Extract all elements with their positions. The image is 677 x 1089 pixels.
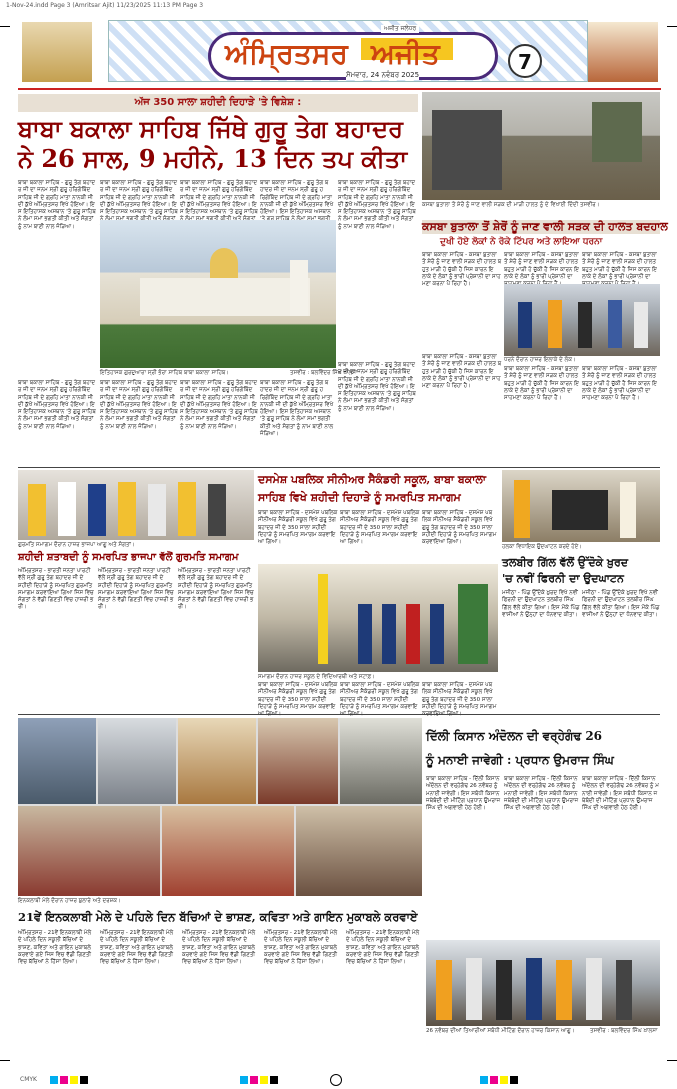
person xyxy=(526,958,542,1020)
crop-mark xyxy=(0,1060,10,1061)
person xyxy=(518,302,532,348)
color-swatch-yellow xyxy=(260,1076,268,1084)
bjp-body-col1: ਅੰਮ੍ਰਿਤਸਰ - ਭਾਰਤੀ ਜਨਤਾ ਪਾਰਟੀ ਵੱਲੋਂ ਸ੍ਰੀ ਗੁਰੂ ਤੇਗ ਬਹਾਦਰ ਜੀ ਦੇ ਸ਼ਹੀਦੀ ਦਿਹਾੜੇ ਨੂੰ ਸਮਰਪਿਤ ਗੁਰਮਤਿ ਸਮਾਗਮ ਕਰਵਾਇਆ ਗਿਆ ਜਿਸ ਵਿਚ ਸੰਗਤਾਂ ਨੇ ਵੱਡੀ ਗਿਣਤੀ ਵਿਚ ਹਾਜ਼ਰੀ ਭਰੀ। xyxy=(18,568,94,611)
person xyxy=(466,958,482,1020)
talbir-body-col1: ਮਜੀਠਾ - ਪਿੰਡ ਉੱਦੋਕੇ ਖ਼ੁਰਦ ਵਿਖੇ ਨਵੀਂ ਫਿਰਨੀ ਦਾ ਉਦਘਾਟਨ ਤਲਬੀਰ ਸਿੰਘ ਗਿੱਲ ਵੱਲੋਂ ਕੀਤਾ ਗਿਆ। ਇਸ ਮੌਕੇ ਪਿੰਡ ਵਾਸੀਆਂ ਨੇ ਉਨ੍ਹਾਂ ਦਾ ਧੰਨਵਾਦ ਕੀਤਾ। xyxy=(502,590,580,618)
lead-body-col5b: ਬਾਬਾ ਬਕਾਲਾ ਸਾਹਿਬ - ਗੁਰੂ ਤੇਗ ਬਹਾਦਰ ਜੀ ਦਾ ਜਨਮ ਸ੍ਰੀ ਗੁਰੂ ਹਰਿਗੋਬਿੰਦ ਸਾਹਿਬ ਜੀ ਦੇ ਗ੍ਰਹਿ ਮਾਤਾ ਨਾਨਕੀ ਜੀ ਦੀ ਕੁੱਖੋਂ ਅੰਮ੍ਰਿਤਸਰ ਵਿਖੇ ਹੋਇਆ। ਇਸ ਇਤਿਹਾਸਕ ਅਸਥਾਨ 'ਤੇ ਗੁਰੂ ਸਾਹਿਬ ਨੇ ਲੰਮਾ ਸਮਾਂ ਭਗਤੀ ਕੀਤੀ ਅਤੇ ਸੰਗਤਾਂ ਨੂੰ ਨਾਮ ਬਾਣੀ ਨਾਲ ਜੋੜਿਆ। xyxy=(338,362,416,412)
kisan-body-col2: ਬਾਬਾ ਬਕਾਲਾ ਸਾਹਿਬ - ਦਿੱਲੀ ਕਿਸਾਨ ਅੰਦੋਲਨ ਦੀ ਵਰ੍ਹੇਗੰਢ 26 ਨਵੰਬਰ ਨੂੰ ਮਨਾਈ ਜਾਵੇਗੀ। ਇਸ ਸਬੰਧੀ ਕਿਸਾਨ ਜਥੇਬੰਦੀ ਦੀ ਮੀਟਿੰਗ ਪ੍ਰਧਾਨ ਉਮਰਾਜ ਸਿੰਘ ਦੀ ਅਗਵਾਈ ਹੇਠ ਹੋਈ। xyxy=(504,776,579,812)
mela-speaker-photo xyxy=(258,718,338,804)
kisan-photo-caption: 26 ਨਵੰਬਰ ਦੀਆਂ ਤਿਆਰੀਆਂ ਸਬੰਧੀ ਮੀਟਿੰਗ ਦੌਰਾਨ ਹਾਜ਼ਰ ਕਿਸਾਨ ਆਗੂ। xyxy=(426,1028,575,1034)
mela-speaker-photo xyxy=(178,718,256,804)
road-body-col2: ਬਾਬਾ ਬਕਾਲਾ ਸਾਹਿਬ - ਕਸਬਾ ਬੁਤਾਲਾ ਤੋਂ ਸ਼ੇਰੋਂ ਨੂੰ ਜਾਣ ਵਾਲੀ ਸੜਕ ਦੀ ਹਾਲਤ ਬਹੁਤ ਮਾੜੀ ਹੋ ਚੁੱਕੀ ਹੈ ਜਿਸ ਕਾਰਨ ਇਲਾਕੇ ਦੇ ਲੋਕਾਂ ਨੂੰ ਭਾਰੀ ਪ੍ਰੇਸ਼ਾਨੀ ਦਾ xyxy=(504,252,579,280)
school-headline-1: ਦਸਮੇਸ਼ ਪਬਲਿਕ ਸੀਨੀਅਰ ਸੈਕੰਡਰੀ ਸਕੂਲ, ਬਾਬਾ ਬਕਾਲਾ xyxy=(258,473,487,486)
student xyxy=(406,604,420,664)
school-body-col3b: ਬਾਬਾ ਬਕਾਲਾ ਸਾਹਿਬ - ਦਸਮੇਸ਼ ਪਬਲਿਕ ਸੀਨੀਅਰ ਸੈਕੰਡਰੀ ਸਕੂਲ ਵਿਖੇ ਗੁਰੂ ਤੇਗ ਬਹਾਦਰ ਜੀ ਦੇ 350 ਸਾਲਾ ਸ਼ਹੀਦੀ ਦਿਹਾੜੇ ਨੂੰ ਸਮਰਪਿਤ ਸਮਾਗਮ xyxy=(422,682,497,710)
lead-body-col1b: ਬਾਬਾ ਬਕਾਲਾ ਸਾਹਿਬ - ਗੁਰੂ ਤੇਗ ਬਹਾਦਰ ਜੀ ਦਾ ਜਨਮ ਸ੍ਰੀ ਗੁਰੂ ਹਰਿਗੋਬਿੰਦ ਸਾਹਿਬ ਜੀ ਦੇ ਗ੍ਰਹਿ ਮਾਤਾ ਨਾਨਕੀ ਜੀ ਦੀ ਕੁੱਖੋਂ ਅੰਮ੍ਰਿਤਸਰ ਵਿਖੇ ਹੋਇਆ। ਇਸ ਇਤਿਹਾਸਕ ਅਸਥਾਨ 'ਤੇ ਗੁਰੂ ਸਾਹਿਬ ਨੇ ਲੰਮਾ ਸਮਾਂ ਭਗਤੀ ਕੀਤੀ ਅਤੇ ਸੰਗਤਾਂ ਨੂੰ ਨਾਮ ਬਾਣੀ ਨਾਲ ਜੋੜਿਆ। xyxy=(18,380,96,430)
registration-mark xyxy=(330,1074,342,1086)
color-swatch-yellow xyxy=(500,1076,508,1084)
bjp-photo-caption: ਗੁਰਮਤਿ ਸਮਾਗਮ ਦੌਰਾਨ ਹਾਜ਼ਰ ਭਾਜਪਾ ਆਗੂ ਅਤੇ ਸੰਗਤਾਂ। xyxy=(18,542,135,548)
lead-body-col1: ਬਾਬਾ ਬਕਾਲਾ ਸਾਹਿਬ - ਗੁਰੂ ਤੇਗ ਬਹਾਦਰ ਜੀ ਦਾ ਜਨਮ ਸ੍ਰੀ ਗੁਰੂ ਹਰਿਗੋਬਿੰਦ ਸਾਹਿਬ ਜੀ ਦੇ ਗ੍ਰਹਿ ਮਾਤਾ ਨਾਨਕੀ ਜੀ ਦੀ ਕੁੱਖੋਂ ਅੰਮ੍ਰਿਤਸਰ ਵਿਖੇ ਹੋਇਆ। ਇਸ ਇਤਿਹਾਸਕ ਅਸਥਾਨ 'ਤੇ ਗੁਰੂ ਸਾਹਿਬ ਨੇ ਲੰਮਾ ਸਮਾਂ ਭਗਤੀ ਕੀਤੀ ਅਤੇ ਸੰਗਤਾਂ ਨੂੰ ਨਾਮ ਬਾਣੀ ਨਾਲ ਜੋੜਿਆ। xyxy=(18,180,96,230)
road-photo-caption: ਕਸਬਾ ਬੁਤਾਲਾ ਤੋਂ ਸ਼ੇਰੋਂ ਨੂੰ ਜਾਣ ਵਾਲੀ ਸੜਕ ਦੀ ਮਾੜੀ ਹਾਲਤ ਨੂੰ ਦੇ ਵਿਖਾਈ ਦਿੰਦੀ ਤਸਵੀਰ। xyxy=(422,202,600,208)
person xyxy=(586,958,602,1020)
road-body-col1b: ਬਾਬਾ ਬਕਾਲਾ ਸਾਹਿਬ - ਕਸਬਾ ਬੁਤਾਲਾ ਤੋਂ ਸ਼ੇਰੋਂ ਨੂੰ ਜਾਣ ਵਾਲੀ ਸੜਕ ਦੀ ਹਾਲਤ ਬਹੁਤ ਮਾੜੀ ਹੋ ਚੁੱਕੀ ਹੈ ਜਿਸ ਕਾਰਨ ਇਲਾਕੇ ਦੇ ਲੋਕਾਂ ਨੂੰ ਭਾਰੀ ਪ੍ਰੇਸ਼ਾਨੀ ਦਾ ਸਾਹਮਣਾ ਕਰਨਾ ਪੈ ਰਿਹਾ ਹੈ। xyxy=(422,354,502,390)
school-photo-caption: ਸਮਾਗਮ ਦੌਰਾਨ ਹਾਜ਼ਰ ਸਕੂਲ ਦੇ ਵਿਦਿਆਰਥੀ ਅਤੇ ਸਟਾਫ਼। xyxy=(258,674,375,680)
person xyxy=(578,302,592,348)
student xyxy=(382,604,396,664)
lead-body-col2b: ਬਾਬਾ ਬਕਾਲਾ ਸਾਹਿਬ - ਗੁਰੂ ਤੇਗ ਬਹਾਦਰ ਜੀ ਦਾ ਜਨਮ ਸ੍ਰੀ ਗੁਰੂ ਹਰਿਗੋਬਿੰਦ ਸਾਹਿਬ ਜੀ ਦੇ ਗ੍ਰਹਿ ਮਾਤਾ ਨਾਨਕੀ ਜੀ ਦੀ ਕੁੱਖੋਂ ਅੰਮ੍ਰਿਤਸਰ ਵਿਖੇ ਹੋਇਆ। ਇਸ ਇਤਿਹਾਸਕ ਅਸਥਾਨ 'ਤੇ ਗੁਰੂ ਸਾਹਿਬ ਨੇ ਲੰਮਾ ਸਮਾਂ ਭਗਤੀ ਕੀਤੀ ਅਤੇ ਸੰਗਤਾਂ ਨੂੰ ਨਾਮ ਬਾਣੀ ਨਾਲ ਜੋੜਿਆ। xyxy=(100,380,178,430)
color-swatch-yellow xyxy=(70,1076,78,1084)
tree xyxy=(592,102,642,162)
school-headline-2: ਸਾਹਿਬ ਵਿਖੇ ਸ਼ਹੀਦੀ ਦਿਹਾੜੇ ਨੂੰ ਸਮਰਪਿਤ ਸਮਾਗਮ xyxy=(258,491,461,504)
gurdwara-dome xyxy=(210,248,238,278)
color-swatch-magenta xyxy=(60,1076,68,1084)
talbir-headline-2: 'ਚ ਨਵੀਂ ਫਿਰਨੀ ਦਾ ਉਦਘਾਟਨ xyxy=(502,572,624,585)
kisan-headline-1: ਦਿੱਲੀ ਕਿਸਾਨ ਅੰਦੋਲਨ ਦੀ ਵਰ੍ਹੇਗੰਢ 26 xyxy=(426,729,603,743)
road-headline-2: ਦੁਖੀ ਹੋਏ ਲੋਕਾਂ ਨੇ ਰੋਕੇ ਟਿੱਪਰ ਅਤੇ ਲਾਇਆ ਧਰਨਾ xyxy=(440,237,603,247)
color-swatch-cyan xyxy=(240,1076,248,1084)
masthead-banner xyxy=(208,25,498,80)
gurdwara-bhora-sahib-photo xyxy=(100,220,336,368)
person xyxy=(548,300,562,348)
section-rule xyxy=(18,714,660,715)
lead-headline xyxy=(18,114,418,174)
lead-body-col2: ਬਾਬਾ ਬਕਾਲਾ ਸਾਹਿਬ - ਗੁਰੂ ਤੇਗ ਬਹਾਦਰ ਜੀ ਦਾ ਜਨਮ ਸ੍ਰੀ ਗੁਰੂ ਹਰਿਗੋਬਿੰਦ ਸਾਹਿਬ ਜੀ ਦੇ ਗ੍ਰਹਿ ਮਾਤਾ ਨਾਨਕੀ ਜੀ ਦੀ ਕੁੱਖੋਂ ਅੰਮ੍ਰਿਤਸਰ ਵਿਖੇ ਹੋਇਆ। ਇਸ ਇਤਿਹਾਸਕ ਅਸਥਾਨ 'ਤੇ ਗੁਰੂ ਸਾਹਿਬ xyxy=(100,180,178,216)
lead-body-col4b: ਬਾਬਾ ਬਕਾਲਾ ਸਾਹਿਬ - ਗੁਰੂ ਤੇਗ ਬਹਾਦਰ ਜੀ ਦਾ ਜਨਮ ਸ੍ਰੀ ਗੁਰੂ ਹਰਿਗੋਬਿੰਦ ਸਾਹਿਬ ਜੀ ਦੇ ਗ੍ਰਹਿ ਮਾਤਾ ਨਾਨਕੀ ਜੀ ਦੀ ਕੁੱਖੋਂ ਅੰਮ੍ਰਿਤਸਰ ਵਿਖੇ ਹੋਇਆ। ਇਸ ਇਤਿਹਾਸਕ ਅਸਥਾਨ 'ਤੇ ਗੁਰੂ ਸਾਹਿਬ ਨੇ ਲੰਮਾ ਸਮਾਂ ਭਗਤੀ ਕੀਤੀ ਅਤੇ ਸੰਗਤਾਂ ਨੂੰ ਨਾਮ ਬਾਣੀ ਨਾਲ ਜੋੜਿਆ। xyxy=(260,380,334,438)
person xyxy=(28,484,46,536)
bjp-body-col2: ਅੰਮ੍ਰਿਤਸਰ - ਭਾਰਤੀ ਜਨਤਾ ਪਾਰਟੀ ਵੱਲੋਂ ਸ੍ਰੀ ਗੁਰੂ ਤੇਗ ਬਹਾਦਰ ਜੀ ਦੇ ਸ਼ਹੀਦੀ ਦਿਹਾੜੇ ਨੂੰ ਸਮਰਪਿਤ ਗੁਰਮਤਿ ਸਮਾਗਮ ਕਰਵਾਇਆ ਗਿਆ ਜਿਸ ਵਿਚ ਸੰਗਤਾਂ ਨੇ ਵੱਡੀ ਗਿਣਤੀ ਵਿਚ ਹਾਜ਼ਰੀ ਭਰੀ। xyxy=(98,568,174,611)
protest-photo-caption: ਧਰਨੇ ਦੌਰਾਨ ਹਾਜ਼ਰ ਇਲਾਕੇ ਦੇ ਲੋਕ। xyxy=(504,357,576,363)
school-body-col3: ਬਾਬਾ ਬਕਾਲਾ ਸਾਹਿਬ - ਦਸਮੇਸ਼ ਪਬਲਿਕ ਸੀਨੀਅਰ ਸੈਕੰਡਰੀ ਸਕੂਲ ਵਿਖੇ ਗੁਰੂ ਤੇਗ ਬਹਾਦਰ ਜੀ ਦੇ 350 ਸਾਲਾ ਸ਼ਹੀਦੀ ਦਿਹਾੜੇ ਨੂੰ ਸਮਰਪਿਤ ਸਮਾਗਮ ਕਰਵਾਇਆ ਗਿਆ। xyxy=(422,510,497,546)
mela-photo-caption: ਇਨਕਲਾਬੀ ਮੇਲੇ ਦੌਰਾਨ ਹਾਜ਼ਰ ਬੁਲਾਰੇ ਅਤੇ ਦਰਸ਼ਕ। xyxy=(18,898,121,904)
student xyxy=(358,604,372,664)
masthead-tagline: ਅਜੀਤ ਜਲੰਧਰ xyxy=(381,25,419,33)
road-body-col2b: ਬਾਬਾ ਬਕਾਲਾ ਸਾਹਿਬ - ਕਸਬਾ ਬੁਤਾਲਾ ਤੋਂ ਸ਼ੇਰੋਂ ਨੂੰ ਜਾਣ ਵਾਲੀ ਸੜਕ ਦੀ ਹਾਲਤ ਬਹੁਤ ਮਾੜੀ ਹੋ ਚੁੱਕੀ ਹੈ ਜਿਸ ਕਾਰਨ ਇਲਾਕੇ ਦੇ ਲੋਕਾਂ ਨੂੰ ਭਾਰੀ ਪ੍ਰੇਸ਼ਾਨੀ ਦਾ ਸਾਹਮਣਾ ਕਰਨਾ ਪੈ ਰਿਹਾ ਹੈ। xyxy=(504,366,579,402)
gurdwara-image xyxy=(588,22,658,82)
school-body-col2b: ਬਾਬਾ ਬਕਾਲਾ ਸਾਹਿਬ - ਦਸਮੇਸ਼ ਪਬਲਿਕ ਸੀਨੀਅਰ ਸੈਕੰਡਰੀ ਸਕੂਲ ਵਿਖੇ ਗੁਰੂ ਤੇਗ ਬਹਾਦਰ ਜੀ ਦੇ 350 ਸਾਲਾ ਸ਼ਹੀਦੀ ਦਿਹਾੜੇ ਨੂੰ ਸਮਰਪਿਤ ਸਮਾਗਮ ਕਰਵਾਇ xyxy=(340,682,420,710)
lead-body-col3: ਬਾਬਾ ਬਕਾਲਾ ਸਾਹਿਬ - ਗੁਰੂ ਤੇਗ ਬਹਾਦਰ ਜੀ ਦਾ ਜਨਮ ਸ੍ਰੀ ਗੁਰੂ ਹਰਿਗੋਬਿੰਦ ਸਾਹਿਬ ਜੀ ਦੇ ਗ੍ਰਹਿ ਮਾਤਾ ਨਾਨਕੀ ਜੀ ਦੀ ਕੁੱਖੋਂ ਅੰਮ੍ਰਿਤਸਰ ਵਿਖੇ ਹੋਇਆ। ਇਸ ਇਤਿਹਾਸਕ ਅਸਥਾਨ 'ਤੇ ਗੁਰੂ ਸਾਹਿਬ xyxy=(180,180,258,216)
masthead-title-amritsar: ਅੰਮ੍ਰਿਤਸਰ xyxy=(225,37,348,70)
masthead-title-ajit: ਅਜੀਤ xyxy=(371,37,440,70)
road-body-col1: ਬਾਬਾ ਬਕਾਲਾ ਸਾਹਿਬ - ਕਸਬਾ ਬੁਤਾਲਾ ਤੋਂ ਸ਼ੇਰੋਂ ਨੂੰ ਜਾਣ ਵਾਲੀ ਸੜਕ ਦੀ ਹਾਲਤ ਬਹੁਤ ਮਾੜੀ ਹੋ ਚੁੱਕੀ ਹੈ ਜਿਸ ਕਾਰਨ ਇਲਾਕੇ ਦੇ ਲੋਕਾਂ ਨੂੰ ਭਾਰੀ ਪ੍ਰੇਸ਼ਾਨੀ ਦਾ ਸਾਹਮਣਾ ਕਰਨਾ ਪੈ ਰਿਹਾ ਹੈ। xyxy=(422,252,502,288)
color-swatch-black xyxy=(80,1076,88,1084)
kisan-body-col1: ਬਾਬਾ ਬਕਾਲਾ ਸਾਹਿਬ - ਦਿੱਲੀ ਕਿਸਾਨ ਅੰਦੋਲਨ ਦੀ ਵਰ੍ਹੇਗੰਢ 26 ਨਵੰਬਰ ਨੂੰ ਮਨਾਈ ਜਾਵੇਗੀ। ਇਸ ਸਬੰਧੀ ਕਿਸਾਨ ਜਥੇਬੰਦੀ ਦੀ ਮੀਟਿੰਗ ਪ੍ਰਧਾਨ ਉਮਰਾਜ ਸਿੰਘ ਦੀ ਅਗਵਾਈ ਹੇਠ ਹੋਈ। xyxy=(426,776,501,812)
kisan-photo-credit: ਤਸਵੀਰ : ਬਲਵਿੰਦਰ ਸਿੰਘ ਖ਼ਾਲਸਾ xyxy=(590,1028,658,1034)
mela-audience-photo xyxy=(296,806,422,896)
road-body-col3: ਬਾਬਾ ਬਕਾਲਾ ਸਾਹਿਬ - ਕਸਬਾ ਬੁਤਾਲਾ ਤੋਂ ਸ਼ੇਰੋਂ ਨੂੰ ਜਾਣ ਵਾਲੀ ਸੜਕ ਦੀ ਹਾਲਤ ਬਹੁਤ ਮਾੜੀ ਹੋ ਚੁੱਕੀ ਹੈ ਜਿਸ ਕਾਰਨ ਇਲਾਕੇ ਦੇ ਲੋਕਾਂ ਨੂੰ ਭਾਰੀ ਪ੍ਰੇਸ਼ਾਨੀ ਦਾ xyxy=(582,252,657,280)
road-condition-photo xyxy=(422,92,660,200)
lead-body-col3b: ਬਾਬਾ ਬਕਾਲਾ ਸਾਹਿਬ - ਗੁਰੂ ਤੇਗ ਬਹਾਦਰ ਜੀ ਦਾ ਜਨਮ ਸ੍ਰੀ ਗੁਰੂ ਹਰਿਗੋਬਿੰਦ ਸਾਹਿਬ ਜੀ ਦੇ ਗ੍ਰਹਿ ਮਾਤਾ ਨਾਨਕੀ ਜੀ ਦੀ ਕੁੱਖੋਂ ਅੰਮ੍ਰਿਤਸਰ ਵਿਖੇ ਹੋਇਆ। ਇਸ ਇਤਿਹਾਸਕ ਅਸਥਾਨ 'ਤੇ ਗੁਰੂ ਸਾਹਿਬ ਨੇ ਲੰਮਾ ਸਮਾਂ ਭਗਤੀ ਕੀਤੀ ਅਤੇ ਸੰਗਤਾਂ ਨੂੰ ਨਾਮ ਬਾਣੀ ਨਾਲ ਜੋੜਿਆ। xyxy=(180,380,258,430)
person xyxy=(556,960,572,1020)
mela-headline: 21ਵੇਂ ਇਨਕਲਾਬੀ ਮੇਲੇ ਦੇ ਪਹਿਲੇ ਦਿਨ ਬੱਚਿਆਂ ਦੇ ਭਾਸ਼ਣ, ਕਵਿਤਾ ਅਤੇ ਗਾਇਨ ਮੁਕਾਬਲੇ ਕਰਵਾਏ xyxy=(18,910,418,924)
lead-headline-line1: ਬਾਬਾ ਬਕਾਲਾ ਸਾਹਿਬ ਜਿੱਥੇ ਗੁਰੂ ਤੇਗ ਬਹਾਦਰ xyxy=(18,114,404,143)
person xyxy=(208,484,226,536)
tree xyxy=(458,584,488,664)
lead-photo-caption: ਇਤਿਹਾਸਕ ਗੁਰਦੁਆਰਾ ਸ੍ਰੀ ਭੋਰਾ ਸਾਹਿਬ ਬਾਬਾ ਬਕਾਲਾ ਸਾਹਿਬ। xyxy=(100,370,229,376)
school-body-col1b: ਬਾਬਾ ਬਕਾਲਾ ਸਾਹਿਬ - ਦਸਮੇਸ਼ ਪਬਲਿਕ ਸੀਨੀਅਰ ਸੈਕੰਡਰੀ ਸਕੂਲ ਵਿਖੇ ਗੁਰੂ ਤੇਗ ਬਹਾਦਰ ਜੀ ਦੇ 350 ਸਾਲਾ ਸ਼ਹੀਦੀ ਦਿਹਾੜੇ ਨੂੰ ਸਮਰਪਿਤ ਸਮਾਗਮ ਕਰਵਾਇ xyxy=(258,682,338,710)
person xyxy=(88,484,106,536)
mela-audience-photo xyxy=(18,806,160,896)
print-footer xyxy=(0,1074,677,1089)
mela-audience-photo xyxy=(162,806,294,896)
color-swatch-magenta xyxy=(250,1076,258,1084)
mela-body-col4: ਅੰਮ੍ਰਿਤਸਰ - 21ਵੇਂ ਇਨਕਲਾਬੀ ਮੇਲੇ ਦੇ ਪਹਿਲੇ ਦਿਨ ਸਕੂਲੀ ਬੱਚਿਆਂ ਦੇ ਭਾਸ਼ਣ, ਕਵਿਤਾ ਅਤੇ ਗਾਇਨ ਮੁਕਾਬਲੇ ਕਰਵਾਏ ਗਏ ਜਿਸ ਵਿਚ ਵੱਡੀ ਗਿਣਤੀ ਵਿਚ ਬੱਚਿਆਂ ਨੇ ਹਿੱਸਾ ਲਿਆ। xyxy=(264,930,338,966)
crop-mark xyxy=(667,1060,677,1061)
talbir-photo-caption: ਹਲਕਾ ਵਿਧਾਇਕ ਉਦਘਾਟਨ ਕਰਦੇ ਹੋਏ। xyxy=(502,544,582,550)
cmyk-label: CMYK xyxy=(20,1076,37,1083)
bjp-body-col3: ਅੰਮ੍ਰਿਤਸਰ - ਭਾਰਤੀ ਜਨਤਾ ਪਾਰਟੀ ਵੱਲੋਂ ਸ੍ਰੀ ਗੁਰੂ ਤੇਗ ਬਹਾਦਰ ਜੀ ਦੇ ਸ਼ਹੀਦੀ ਦਿਹਾੜੇ ਨੂੰ ਸਮਰਪਿਤ ਗੁਰਮਤਿ ਸਮਾਗਮ ਕਰਵਾਇਆ ਗਿਆ ਜਿਸ ਵਿਚ ਸੰਗਤਾਂ ਨੇ ਵੱਡੀ ਗਿਣਤੀ ਵਿਚ ਹਾਜ਼ਰੀ ਭਰੀ। xyxy=(178,568,254,611)
talbir-inauguration-photo xyxy=(502,470,660,542)
golden-temple-image xyxy=(22,22,92,82)
color-swatch-black xyxy=(270,1076,278,1084)
mela-speaker-photo xyxy=(340,718,422,804)
masthead-date: ਸੋਮਵਾਰ, 24 ਨਵੰਬਰ 2025 xyxy=(346,71,420,79)
masthead xyxy=(18,20,661,90)
mela-speaker-photo xyxy=(18,718,96,804)
mela-body-col5: ਅੰਮ੍ਰਿਤਸਰ - 21ਵੇਂ ਇਨਕਲਾਬੀ ਮੇਲੇ ਦੇ ਪਹਿਲੇ ਦਿਨ ਸਕੂਲੀ ਬੱਚਿਆਂ ਦੇ ਭਾਸ਼ਣ, ਕਵਿਤਾ ਅਤੇ ਗਾਇਨ ਮੁਕਾਬਲੇ ਕਰਵਾਏ ਗਏ ਜਿਸ ਵਿਚ ਵੱਡੀ ਗਿਣਤੀ ਵਿਚ ਬੱਚਿਆਂ ਨੇ ਹਿੱਸਾ ਲਿਆ। xyxy=(346,930,420,966)
person xyxy=(436,960,452,1020)
mela-body-col1: ਅੰਮ੍ਰਿਤਸਰ - 21ਵੇਂ ਇਨਕਲਾਬੀ ਮੇਲੇ ਦੇ ਪਹਿਲੇ ਦਿਨ ਸਕੂਲੀ ਬੱਚਿਆਂ ਦੇ ਭਾਸ਼ਣ, ਕਵਿਤਾ ਅਤੇ ਗਾਇਨ ਮੁਕਾਬਲੇ ਕਰਵਾਏ ਗਏ ਜਿਸ ਵਿਚ ਵੱਡੀ ਗਿਣਤੀ ਵਿਚ ਬੱਚਿਆਂ ਨੇ ਹਿੱਸਾ ਲਿਆ। xyxy=(18,930,92,966)
person xyxy=(148,484,166,536)
section-rule xyxy=(18,467,660,468)
person xyxy=(616,960,632,1020)
print-slug: 1-Nov-24.indd Page 3 (Amritsar Ajit) 11/23/2025 11:13 PM Page 3 xyxy=(6,2,204,9)
kisan-body-col3: ਬਾਬਾ ਬਕਾਲਾ ਸਾਹਿਬ - ਦਿੱਲੀ ਕਿਸਾਨ ਅੰਦੋਲਨ ਦੀ ਵਰ੍ਹੇਗੰਢ 26 ਨਵੰਬਰ ਨੂੰ ਮਨਾਈ ਜਾਵੇਗੀ। ਇਸ ਸਬੰਧੀ ਕਿਸਾਨ ਜਥੇਬੰਦੀ ਦੀ ਮੀਟਿੰਗ ਪ੍ਰਧਾਨ ਉਮਰਾਜ ਸਿੰਘ ਦੀ ਅਗਵਾਈ ਹੇਠ ਹੋਈ। xyxy=(582,776,659,812)
person xyxy=(634,302,648,348)
person xyxy=(58,482,76,536)
bjp-headline: ਸ਼ਹੀਦੀ ਸ਼ਤਾਬਦੀ ਨੂੰ ਸਮਰਪਿਤ ਭਾਜਪਾ ਵੱਲੋਂ ਗੁਰਮਤਿ ਸਮਾਗਮ xyxy=(18,552,239,563)
mela-speaker-photo xyxy=(98,718,176,804)
talbir-headline-1: ਤਲਬੀਰ ਗਿੱਲ ਵੱਲੋਂ ਉੱਦੋਕੇ ਖ਼ੁਰਦ xyxy=(502,556,629,569)
truck xyxy=(432,110,502,190)
lead-kicker: ਅੱਜ 350 ਸਾਲਾ ਸ਼ਹੀਦੀ ਦਿਹਾੜੇ 'ਤੇ ਵਿਸ਼ੇਸ਼ : xyxy=(18,94,418,112)
mela-body-col3: ਅੰਮ੍ਰਿਤਸਰ - 21ਵੇਂ ਇਨਕਲਾਬੀ ਮੇਲੇ ਦੇ ਪਹਿਲੇ ਦਿਨ ਸਕੂਲੀ ਬੱਚਿਆਂ ਦੇ ਭਾਸ਼ਣ, ਕਵਿਤਾ ਅਤੇ ਗਾਇਨ ਮੁਕਾਬਲੇ ਕਰਵਾਏ ਗਏ ਜਿਸ ਵਿਚ ਵੱਡੀ ਗਿਣਤੀ ਵਿਚ ਬੱਚਿਆਂ ਨੇ ਹਿੱਸਾ ਲਿਆ। xyxy=(182,930,256,966)
person xyxy=(608,300,622,348)
person xyxy=(178,482,196,536)
lead-body-col4: ਬਾਬਾ ਬਕਾਲਾ ਸਾਹਿਬ - ਗੁਰੂ ਤੇਗ ਬਹਾਦਰ ਜੀ ਦਾ ਜਨਮ ਸ੍ਰੀ ਗੁਰੂ ਹਰਿਗੋਬਿੰਦ ਸਾਹਿਬ ਜੀ ਦੇ ਗ੍ਰਹਿ ਮਾਤਾ ਨਾਨਕੀ ਜੀ ਦੀ ਕੁੱਖੋਂ ਅੰਮ੍ਰਿਤਸਰ ਵਿਖੇ ਹੋਇਆ। ਇਸ ਇਤਿਹਾਸਕ ਅਸਥਾਨ xyxy=(260,180,334,216)
color-swatch-cyan xyxy=(480,1076,488,1084)
flag-pole xyxy=(318,574,328,664)
bjp-samagam-photo xyxy=(18,470,254,540)
gurdwara-building xyxy=(140,278,310,316)
road-headline-1: ਕਸਬਾ ਬੁਤਾਲਾ ਤੋਂ ਸ਼ੇਰੋਂ ਨੂੰ ਜਾਣ ਵਾਲੀ ਸੜਕ ਦੀ ਹਾਲਤ ਬਦਹਾਲ xyxy=(422,220,668,233)
mela-body-col2: ਅੰਮ੍ਰਿਤਸਰ - 21ਵੇਂ ਇਨਕਲਾਬੀ ਮੇਲੇ ਦੇ ਪਹਿਲੇ ਦਿਨ ਸਕੂਲੀ ਬੱਚਿਆਂ ਦੇ ਭਾਸ਼ਣ, ਕਵਿਤਾ ਅਤੇ ਗਾਇਨ ਮੁਕਾਬਲੇ ਕਰਵਾਏ ਗਏ ਜਿਸ ਵਿਚ ਵੱਡੀ ਗਿਣਤੀ ਵਿਚ ਬੱਚਿਆਂ ਨੇ ਹਿੱਸਾ ਲਿਆ। xyxy=(100,930,174,966)
color-swatch-magenta xyxy=(490,1076,498,1084)
gurdwara-tower xyxy=(290,260,308,316)
inauguration-stone xyxy=(552,490,608,530)
road-body-col3b: ਬਾਬਾ ਬਕਾਲਾ ਸਾਹਿਬ - ਕਸਬਾ ਬੁਤਾਲਾ ਤੋਂ ਸ਼ੇਰੋਂ ਨੂੰ ਜਾਣ ਵਾਲੀ ਸੜਕ ਦੀ ਹਾਲਤ ਬਹੁਤ ਮਾੜੀ ਹੋ ਚੁੱਕੀ ਹੈ ਜਿਸ ਕਾਰਨ ਇਲਾਕੇ ਦੇ ਲੋਕਾਂ ਨੂੰ ਭਾਰੀ ਪ੍ਰੇਸ਼ਾਨੀ ਦਾ ਸਾਹਮਣਾ ਕਰਨਾ ਪੈ ਰਿਹਾ ਹੈ। xyxy=(582,366,657,402)
color-swatch-cyan xyxy=(50,1076,58,1084)
school-body-col1: ਬਾਬਾ ਬਕਾਲਾ ਸਾਹਿਬ - ਦਸਮੇਸ਼ ਪਬਲਿਕ ਸੀਨੀਅਰ ਸੈਕੰਡਰੀ ਸਕੂਲ ਵਿਖੇ ਗੁਰੂ ਤੇਗ ਬਹਾਦਰ ਜੀ ਦੇ 350 ਸਾਲਾ ਸ਼ਹੀਦੀ ਦਿਹਾੜੇ ਨੂੰ ਸਮਰਪਿਤ ਸਮਾਗਮ ਕਰਵਾਇਆ ਗਿਆ। xyxy=(258,510,338,546)
person xyxy=(620,482,636,538)
protest-photo xyxy=(504,284,660,356)
person xyxy=(496,960,512,1020)
lead-body-col5: ਬਾਬਾ ਬਕਾਲਾ ਸਾਹਿਬ - ਗੁਰੂ ਤੇਗ ਬਹਾਦਰ ਜੀ ਦਾ ਜਨਮ ਸ੍ਰੀ ਗੁਰੂ ਹਰਿਗੋਬਿੰਦ ਸਾਹਿਬ ਜੀ ਦੇ ਗ੍ਰਹਿ ਮਾਤਾ ਨਾਨਕੀ ਜੀ ਦੀ ਕੁੱਖੋਂ ਅੰਮ੍ਰਿਤਸਰ ਵਿਖੇ ਹੋਇਆ। ਇਸ ਇਤਿਹਾਸਕ ਅਸਥਾਨ 'ਤੇ ਗੁਰੂ ਸਾਹਿਬ ਨੇ ਲੰਮਾ ਸਮਾਂ ਭਗਤੀ ਕੀਤੀ ਅਤੇ ਸੰਗਤਾਂ ਨੂੰ ਨਾਮ ਬਾਣੀ ਨਾਲ ਜੋੜਿਆ। xyxy=(338,180,416,230)
lead-headline-line2: ਨੇ 26 ਸਾਲ, 9 ਮਹੀਨੇ, 13 ਦਿਨ ਤਪ ਕੀਤਾ xyxy=(18,144,408,173)
color-swatch-black xyxy=(510,1076,518,1084)
person xyxy=(118,482,136,536)
mela-photo-grid xyxy=(18,718,422,896)
crop-mark xyxy=(0,26,10,27)
lead-photo-credit: ਤਸਵੀਰ : ਬਲਵਿੰਦਰ ਸਿੰਘ ਖ਼ਾਲਸਾ xyxy=(290,370,358,376)
kisan-meeting-photo xyxy=(426,940,660,1026)
talbir-body-col2: ਮਜੀਠਾ - ਪਿੰਡ ਉੱਦੋਕੇ ਖ਼ੁਰਦ ਵਿਖੇ ਨਵੀਂ ਫਿਰਨੀ ਦਾ ਉਦਘਾਟਨ ਤਲਬੀਰ ਸਿੰਘ ਗਿੱਲ ਵੱਲੋਂ ਕੀਤਾ ਗਿਆ। ਇਸ ਮੌਕੇ ਪਿੰਡ ਵਾਸੀਆਂ ਨੇ ਉਨ੍ਹਾਂ ਦਾ ਧੰਨਵਾਦ ਕੀਤਾ। xyxy=(582,590,660,618)
student xyxy=(430,604,444,664)
school-body-col2: ਬਾਬਾ ਬਕਾਲਾ ਸਾਹਿਬ - ਦਸਮੇਸ਼ ਪਬਲਿਕ ਸੀਨੀਅਰ ਸੈਕੰਡਰੀ ਸਕੂਲ ਵਿਖੇ ਗੁਰੂ ਤੇਗ ਬਹਾਦਰ ਜੀ ਦੇ 350 ਸਾਲਾ ਸ਼ਹੀਦੀ ਦਿਹਾੜੇ ਨੂੰ ਸਮਰਪਿਤ ਸਮਾਗਮ ਕਰਵਾਇਆ ਗਿਆ। xyxy=(340,510,420,546)
school-event-photo xyxy=(258,564,498,672)
person xyxy=(514,480,530,538)
crop-mark xyxy=(667,26,677,27)
kisan-headline-2: ਨੂੰ ਮਨਾਈ ਜਾਵੇਗੀ : ਪ੍ਰਧਾਨ ਉਮਰਾਜ ਸਿੰਘ xyxy=(426,753,614,767)
page-number: 7 xyxy=(508,44,542,78)
